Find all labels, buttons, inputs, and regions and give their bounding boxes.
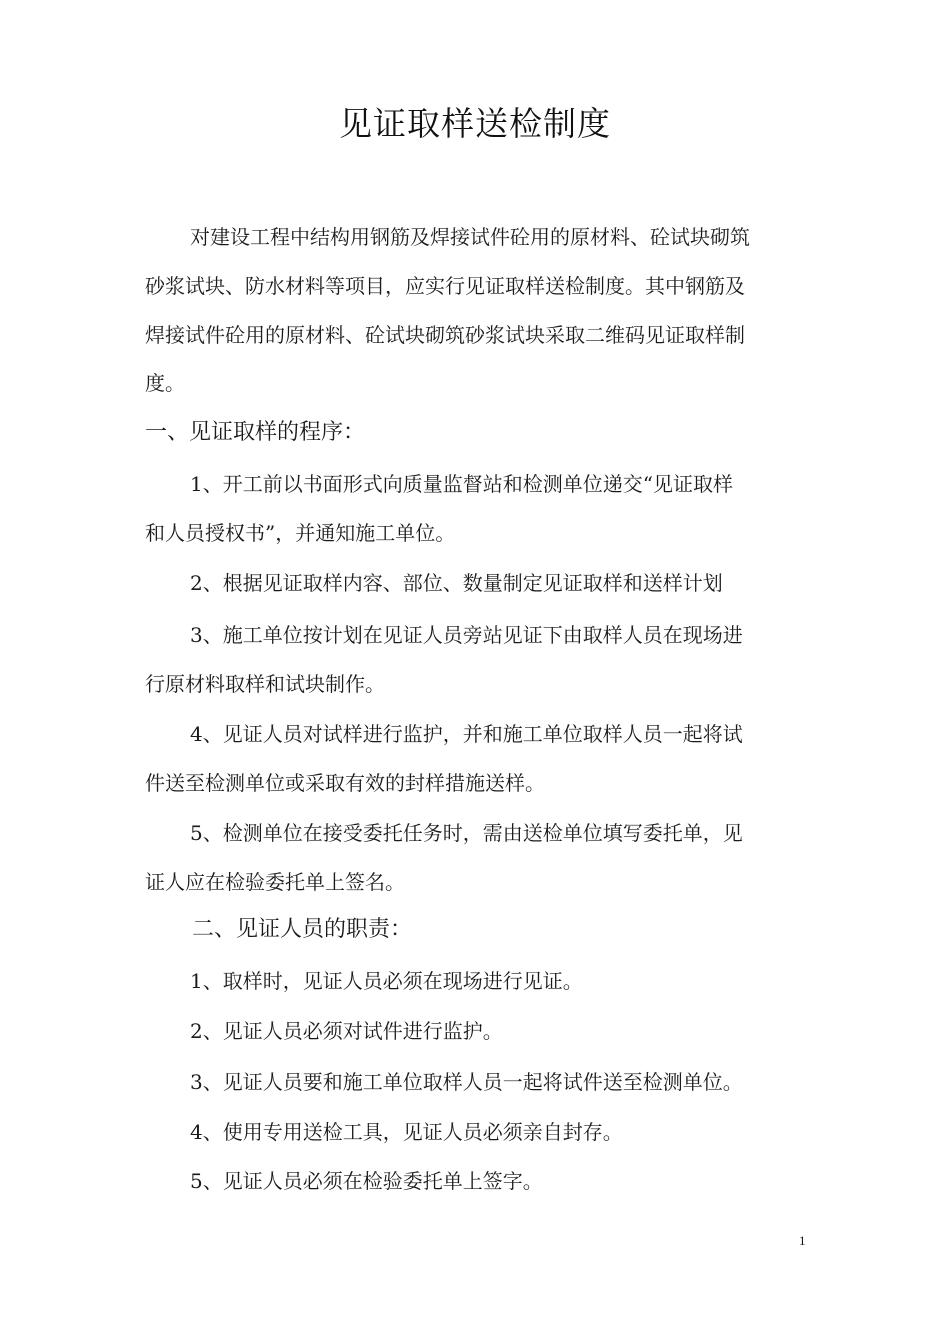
intro-line: 焊接试件砼用的原材料、砼试块砌筑砂浆试块采取二维码见证取样制 — [145, 323, 745, 347]
procedure-line: 3、施工单位按计划在见证人员旁站见证下由取样人员在现场进 — [190, 623, 743, 647]
intro-line: 对建设工程中结构用钢筋及焊接试件砼用的原材料、砼试块砌筑 — [190, 225, 750, 249]
procedure-line: 1、开工前以书面形式向质量监督站和检测单位递交“见证取样 — [190, 472, 733, 496]
procedure-line: 件送至检测单位或采取有效的封样措施送样。 — [145, 771, 545, 795]
intro-line: 砂浆试块、防水材料等项目，应实行见证取样送检制度。其中钢筋及 — [145, 274, 745, 298]
duty-line: 1、取样时，见证人员必须在现场进行见证。 — [190, 969, 583, 993]
procedure-line: 证人应在检验委托单上签名。 — [145, 870, 405, 894]
procedure-line: 和人员授权书”，并通知施工单位。 — [145, 521, 456, 545]
section-heading: 二、见证人员的职责： — [192, 917, 413, 942]
duty-line: 3、见证人员要和施工单位取样人员一起将试件送至检测单位。 — [190, 1070, 743, 1094]
duty-line: 5、见证人员必须在检验委托单上签字。 — [190, 1169, 543, 1193]
procedure-line: 2、根据见证取样内容、部位、数量制定见证取样和送样计划 — [190, 571, 723, 595]
procedure-line: 5、检测单位在接受委托任务时，需由送检单位填写委托单，见 — [190, 821, 743, 845]
page-title: 见证取样送检制度 — [339, 104, 611, 143]
intro-line: 度。 — [145, 371, 185, 395]
duty-line: 2、见证人员必须对试件进行监护。 — [190, 1019, 503, 1043]
procedure-line: 4、见证人员对试样进行监护，并和施工单位取样人员一起将试 — [190, 722, 743, 746]
procedure-line: 行原材料取样和试块制作。 — [145, 672, 385, 696]
page-number: 1 — [799, 1233, 806, 1248]
section-heading: 一、见证取样的程序： — [145, 420, 366, 445]
duty-line: 4、使用专用送检工具，见证人员必须亲自封存。 — [190, 1120, 623, 1144]
